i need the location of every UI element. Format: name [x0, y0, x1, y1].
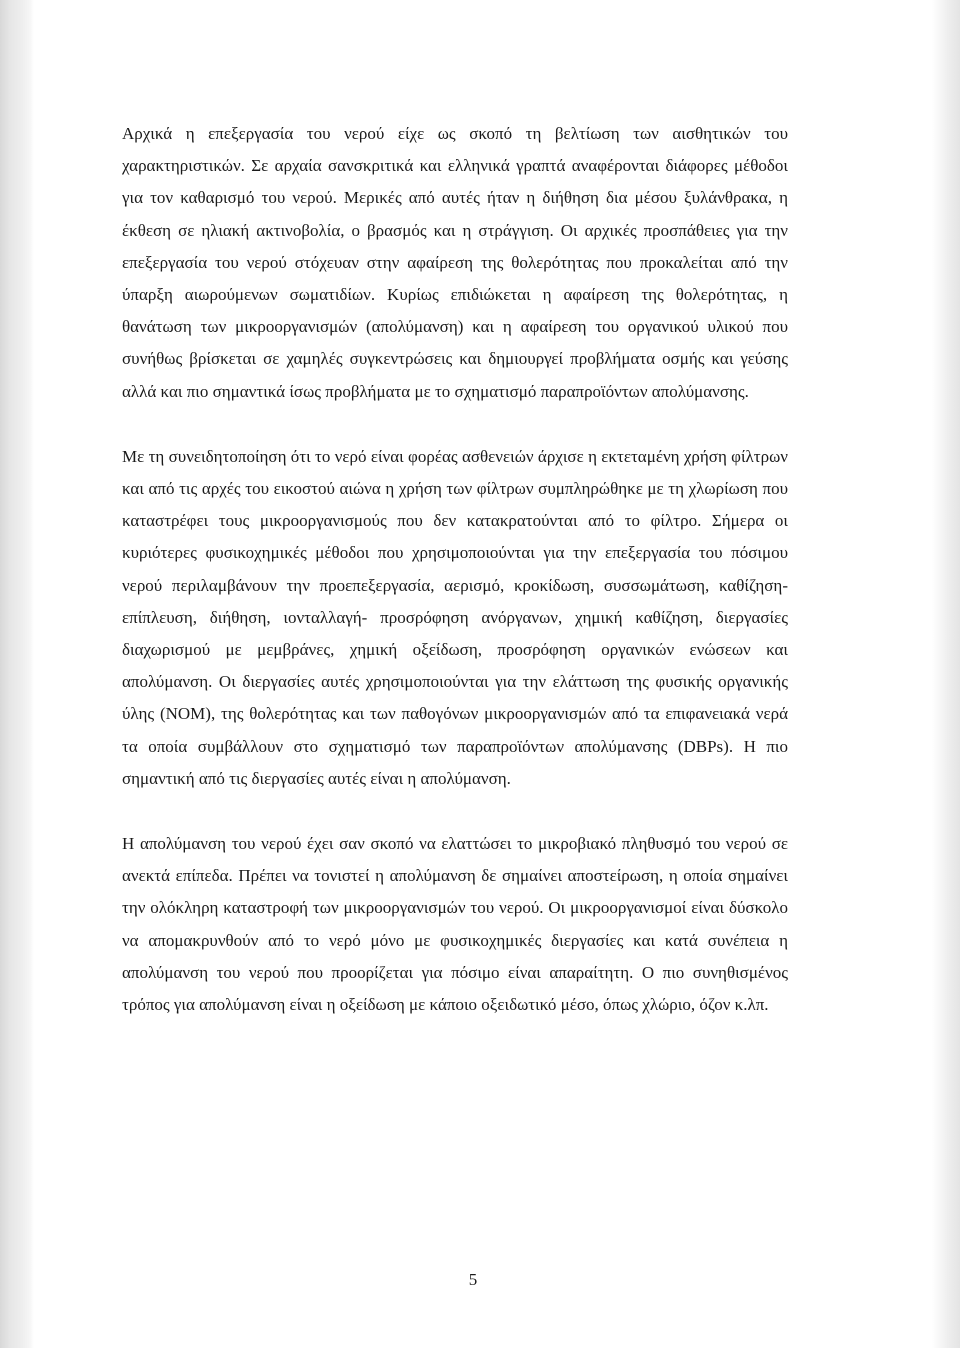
scan-shadow-right [932, 0, 960, 1348]
paragraph-treatment-methods: Με τη συνειδητοποίηση ότι το νερό είναι φορέας ασθενειών άρχισε η εκτεταμένη χρήση φίλτρων και από τις αρχές του εικοστού αιώνα η χρήση των φίλτρων συμπληρώθηκε με τη χλωρίωση που καταστρέφει τους μικροοργανισμούς που δεν κατακρατούνται από το φίλτρο. Σήμερα οι κυριότερες φυσικοχημικές μέθοδοι που χρησιμοποιούνται για την επεξεργασία του πόσιμου νερού περιλαμβάνουν την προεπεξεργασία, αερισμό, κροκίδωση, συσσωμάτωση, καθίζηση- επίπλευση, διήθηση, ιονταλλαγή- προσρόφηση ανόργανων, χημική καθίζηση, διεργασίες διαχωρισμού με μεμβράνες, χημική οξείδωση, προσρόφηση οργανικών ενώσεων και απολύμανση. Οι διεργασίες αυτές χρησιμοποιούνται για την ελάττωση της φυσικής οργανικής ύλης (NOM), της θολερότητας και των παθογόνων μικροοργανισμών από τα επιφανειακά νερά τα οποία συμβάλλουν στο σχηματισμό των παραπροϊόντων απολύμανσης (DBPs). Η πιο σημαντική από τις διεργασίες αυτές είναι η απολύμανση. [122, 446, 788, 788]
scan-shadow-left [0, 0, 34, 1348]
paragraph-disinfection: Η απολύμανση του νερού έχει σαν σκοπό να ελαττώσει το μικροβιακό πληθυσμό του νερού σε ανεκτά επίπεδα. Πρέπει να τονιστεί η απολύμανση δε σημαίνει αποστείρωση, η οποία σημαίνει την ολόκληρη καταστροφή των μικροοργανισμών του νερού. Οι μικροοργανισμοί είναι δύσκολο να απομακρυνθούν από το νερό μόνο με φυσικοχημικές διεργασίες και κατά συνέπεια η απολύμανση του νερού που προορίζεται για πόσιμο είναι απαραίτητη. Ο πιο συνηθισμένος τρόπος για απολύμανση είναι η οξείδωση με κάποιο οξειδωτικό μέσο, όπως χλώριο, όζον κ.λπ. [122, 834, 788, 1015]
page-number: 5 [468, 1270, 478, 1289]
paragraph-water-treatment-history: Αρχικά η επεξεργασία του νερού είχε ως σκοπό τη βελτίωση των αισθητικών του χαρακτηριστικών. Σε αρχαία σανσκριτικά και ελληνικά γραπτά αναφέρονται διάφορες μέθοδοι για τον καθαρισμό του νερού. Μερικές από αυτές ήταν η διήθηση δια μέσου ξυλάνθρακα, η έκθεση σε ηλιακή ακτινοβολία, ο βρασμός και η στράγγιση. Οι αρχικές προσπάθειες για την επεξεργασία του νερού στόχευαν στην αφαίρεση της θολερότητας που προκαλείται από την ύπαρξη αιωρούμενων σωματιδίων. Κυρίως επιδιώκεται η αφαίρεση της θολερότητας, η θανάτωση των μικροοργανισμών (απολύμανση) και η αφαίρεση του οργανικού υλικού που συνήθως βρίσκεται σε χαμηλές συγκεντρώσεις και δημιουργεί προβλήματα οσμής και γεύσης αλλά και πιο σημαντικά ίσως προβλήματα με το σχηματισμό παραπροϊόντων απολύμανσης. [122, 124, 788, 401]
document-body [122, 118, 788, 1021]
